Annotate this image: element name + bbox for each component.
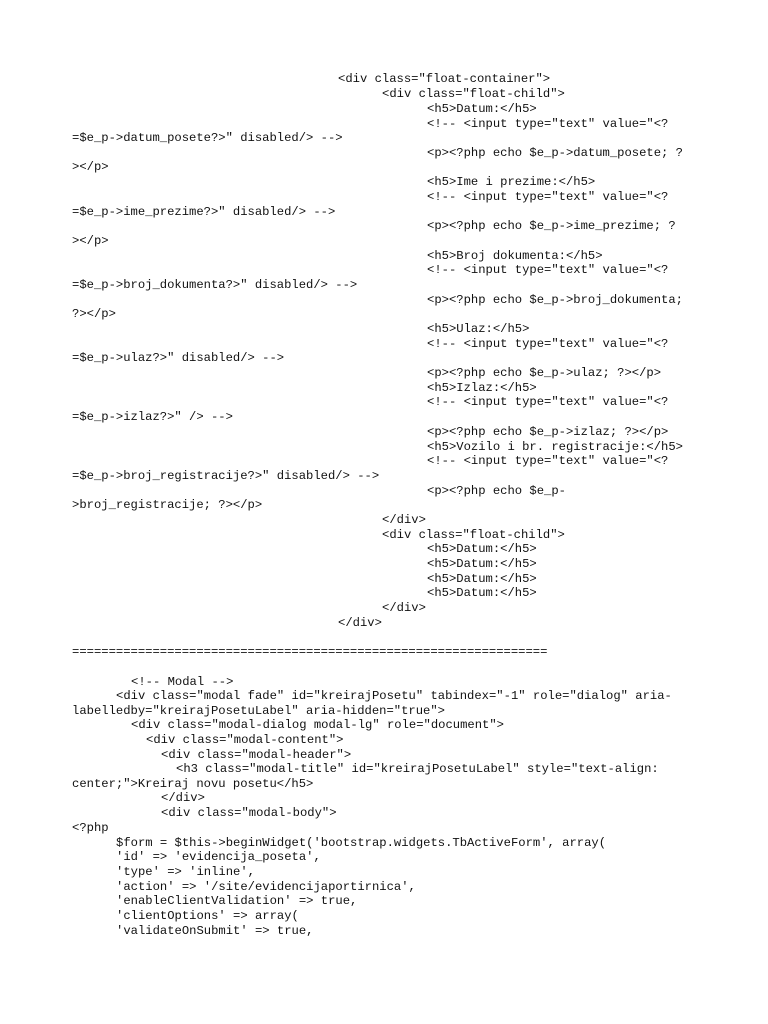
code-line: <div class="modal fade" id="kreirajPosetu" tabindex="-1" role="dialog" aria-	[116, 689, 672, 703]
code-line: </div>	[382, 601, 426, 615]
code-line: labelledby="kreirajPosetuLabel" aria-hidden="true">	[72, 704, 445, 718]
code-line: =$e_p->datum_posete?>" disabled/> -->	[72, 131, 343, 145]
code-line: <h5>Izlaz:</h5>	[427, 381, 537, 395]
code-line: 'type' => 'inline',	[116, 865, 255, 879]
code-line: =$e_p->izlaz?>" /> -->	[72, 410, 233, 424]
code-line: =$e_p->broj_registracije?>" disabled/> -->	[72, 469, 380, 483]
code-line: <div class="float-container">	[338, 72, 551, 86]
code-line: <!-- <input type="text" value="<?	[427, 117, 669, 131]
code-line: <p><?php echo $e_p->ulaz; ?></p>	[427, 366, 662, 380]
code-line: <h5>Ulaz:</h5>	[427, 322, 530, 336]
code-line: <!-- <input type="text" value="<?	[427, 395, 669, 409]
code-line: <div class="modal-content">	[146, 733, 344, 747]
code-line: =$e_p->broj_dokumenta?>" disabled/> -->	[72, 278, 358, 292]
code-line: <!-- <input type="text" value="<?	[427, 454, 669, 468]
code-line: <p><?php echo $e_p->izlaz; ?></p>	[427, 425, 669, 439]
code-line: <p><?php echo $e_p->ime_prezime; ?	[427, 219, 676, 233]
code-line: 'enableClientValidation' => true,	[116, 894, 358, 908]
code-line: ></p>	[72, 234, 109, 248]
code-line: </div>	[161, 791, 205, 805]
code-line: <p><?php echo $e_p-	[427, 484, 566, 498]
code-line: 'clientOptions' => array(	[116, 909, 299, 923]
code-line: </div>	[382, 513, 426, 527]
code-line: <h5>Datum:</h5>	[427, 572, 537, 586]
code-line: ></p>	[72, 160, 109, 174]
code-line: <div class="float-child">	[382, 87, 565, 101]
code-line: <h3 class="modal-title" id="kreirajPosetuLabel" style="text-align:	[176, 762, 659, 776]
code-line: <!-- <input type="text" value="<?	[427, 337, 669, 351]
code-line: <div class="modal-dialog modal-lg" role="document">	[131, 718, 504, 732]
code-line: <div class="float-child">	[382, 528, 565, 542]
code-line: =$e_p->ulaz?>" disabled/> -->	[72, 351, 285, 365]
code-line: <p><?php echo $e_p->broj_dokumenta;	[427, 293, 683, 307]
code-line: <h5>Datum:</h5>	[427, 542, 537, 556]
code-line: <div class="modal-body">	[161, 806, 337, 820]
code-line: <h5>Vozilo i br. registracije:</h5>	[427, 440, 683, 454]
code-line: <h5>Datum:</h5>	[427, 586, 537, 600]
code-line: <div class="modal-header">	[161, 748, 352, 762]
code-line: $form = $this->beginWidget('bootstrap.widgets.TbActiveForm', array(	[116, 836, 607, 850]
code-line: center;">Kreiraj novu posetu</h5>	[72, 777, 314, 791]
code-line: =================================================================	[72, 645, 548, 659]
code-line: <h5>Datum:</h5>	[427, 557, 537, 571]
code-line: <h5>Broj dokumenta:</h5>	[427, 249, 603, 263]
code-line: >broj_registracije; ?></p>	[72, 498, 263, 512]
code-line: <!-- Modal -->	[131, 675, 234, 689]
code-line: <?php	[72, 821, 109, 835]
code-line: =$e_p->ime_prezime?>" disabled/> -->	[72, 205, 336, 219]
code-line: 'action' => '/site/evidencijaportirnica',	[116, 880, 416, 894]
code-line: <!-- <input type="text" value="<?	[427, 263, 669, 277]
code-line: <!-- <input type="text" value="<?	[427, 190, 669, 204]
code-line: <h5>Datum:</h5>	[427, 102, 537, 116]
code-line: 'id' => 'evidencija_poseta',	[116, 850, 321, 864]
code-line: 'validateOnSubmit' => true,	[116, 924, 314, 938]
code-line: </div>	[338, 616, 382, 630]
code-line: ?></p>	[72, 307, 116, 321]
code-line: <p><?php echo $e_p->datum_posete; ?	[427, 146, 683, 160]
code-line: <h5>Ime i prezime:</h5>	[427, 175, 596, 189]
